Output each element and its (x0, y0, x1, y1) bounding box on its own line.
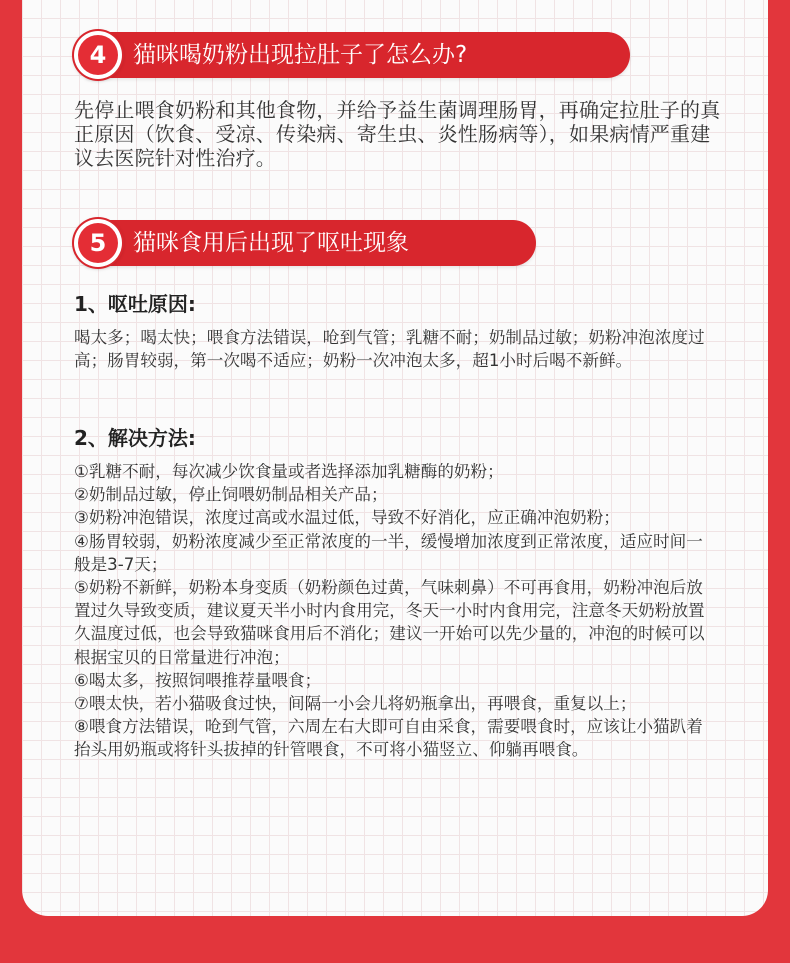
section-4-title: 猫咪喝奶粉出现拉肚子了怎么办? (133, 42, 468, 68)
section-5-header (86, 220, 536, 266)
section-5-number-badge (74, 219, 122, 267)
solution-item: ⑤奶粉不新鲜，奶粉本身变质（奶粉颜色过黄，气味刺鼻）不可再食用，奶粉冲泡后放置过久导致变质，建议夏天半小时内食用完，冬天一小时内食用完，注意冬天奶粉放置久温度过低，也会导致猫咪食用后不消化；建议一开始可以先少量的，冲泡的时候可以根据宝贝的日常量进行冲泡； (74, 578, 705, 667)
solutions-heading: 2、解决方法: (74, 426, 196, 450)
solution-item: ③奶粉冲泡错误，浓度过高或水温过低，导致不好消化，应正确冲泡奶粉； (74, 508, 620, 528)
vomit-causes-heading: 1、呕吐原因: (74, 292, 196, 316)
section-4-number: 4 (78, 35, 118, 75)
section-4-number-badge (74, 31, 122, 79)
solution-item: ⑧喂食方法错误，呛到气管，六周左右大即可自由采食，需要喂食时，应该让小猫趴着抬头用奶瓶或将针头拔掉的针管喂食，不可将小猫竖立、仰躺再喂食。 (74, 717, 703, 760)
solution-item: ⑥喝太多，按照饲喂推荐量喂食； (74, 670, 322, 690)
content-card (22, 0, 768, 916)
solution-item: ⑦喂太快，若小猫吸食过快，间隔一小会儿将奶瓶拿出，再喂食，重复以上； (74, 694, 637, 714)
vomit-causes-body: 喝太多；喝太快；喂食方法错误，呛到气管；乳糖不耐；奶制品过敏；奶粉冲泡浓度过高；肠胃较弱，第一次喝不适应；奶粉一次冲泡太多，超1小时后喝不新鲜。 (74, 328, 705, 371)
section-4-body: 先停止喂食奶粉和其他食物，并给予益生菌调理肠胃，再确定拉肚子的真正原因（饮食、受凉、传染病、寄生虫、炎性肠病等），如果病情严重建议去医院针对性治疗。 (74, 98, 721, 170)
section-4-header (86, 32, 630, 78)
solution-item: ④肠胃较弱，奶粉浓度减少至正常浓度的一半，缓慢增加浓度到正常浓度，适应时间一般是3-7天； (74, 531, 703, 574)
solution-item: ②奶制品过敏，停止饲喂奶制品相关产品； (74, 485, 388, 505)
section-5-number: 5 (78, 223, 118, 263)
solutions-list (74, 460, 714, 762)
section-5-title: 猫咪食用后出现了呕吐现象 (133, 230, 409, 256)
solution-item: ①乳糖不耐，每次减少饮食量或者选择添加乳糖酶的奶粉； (74, 462, 504, 481)
